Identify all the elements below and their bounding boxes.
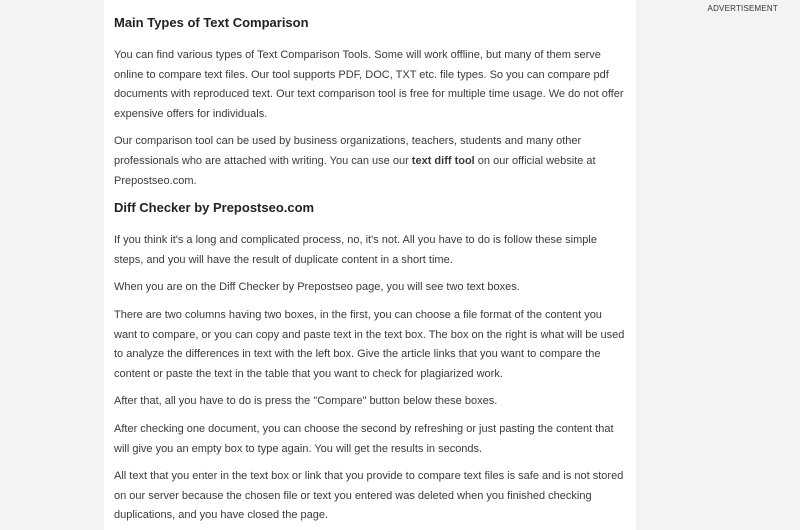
- paragraph-text: on our official website at Prepostseo.com.: [114, 154, 596, 187]
- paragraph-text-comparison-types: You can find various types of Text Comparison Tools. Some will work offline, but many of them serve online to compare text files. Our tool supports PDF, DOC, TXT etc. file types. So you can compare pdf documents with reproduced text. Our text comparison tool is free for multiple time usage. We do not offer expensive offers for individuals.: [114, 49, 624, 120]
- paragraph-compare-button: After that, all you have to do is press the "Compare" button below these boxes.: [114, 395, 498, 408]
- paragraph-text: Our comparison tool can be used by business organizations, teachers, students and many other professionals who are attached with writing. You can use our: [114, 135, 582, 167]
- paragraph-comparison-tool-users: [114, 132, 626, 191]
- paragraph-second-document: After checking one document, you can choose the second by refreshing or just pasting the content that will give you an empty box to type again. You will get the results in seconds.: [114, 422, 614, 455]
- section-heading-main-types: Main Types of Text Comparison: [114, 15, 309, 30]
- section-heading-diff-checker: Diff Checker by Prepostseo.com: [114, 200, 315, 216]
- paragraph-two-text-boxes: When you are on the Diff Checker by Prepostseo page, you will see two text boxes.: [114, 281, 520, 294]
- paragraph-process-intro: If you think it's a long and complicated process, no, it's not. All you have to do is follow these simple steps, and you will have the result of duplicate content in a short time.: [114, 234, 597, 266]
- article-content: [104, 0, 636, 530]
- paragraph-two-columns: There are two columns having two boxes, in the first, you can choose a file format of the content you want to compare, or you can copy and paste text in the text box. The box on the right is what will be used to analyze the differences in text with the left box. Give the article links that you want to compare the content or paste the text in the table that you want to check for plagiarized work.: [114, 308, 625, 380]
- advertisement-label: ADVERTISEMENT: [707, 4, 778, 13]
- text-diff-tool-link[interactable]: text diff tool: [411, 154, 475, 167]
- paragraph-data-safety: All text that you enter in the text box or link that you provide to compare text files is safe and is not stored on our server because the chosen file or text you entered was deleted when you finished checking duplications, and you have closed the page.: [114, 470, 624, 522]
